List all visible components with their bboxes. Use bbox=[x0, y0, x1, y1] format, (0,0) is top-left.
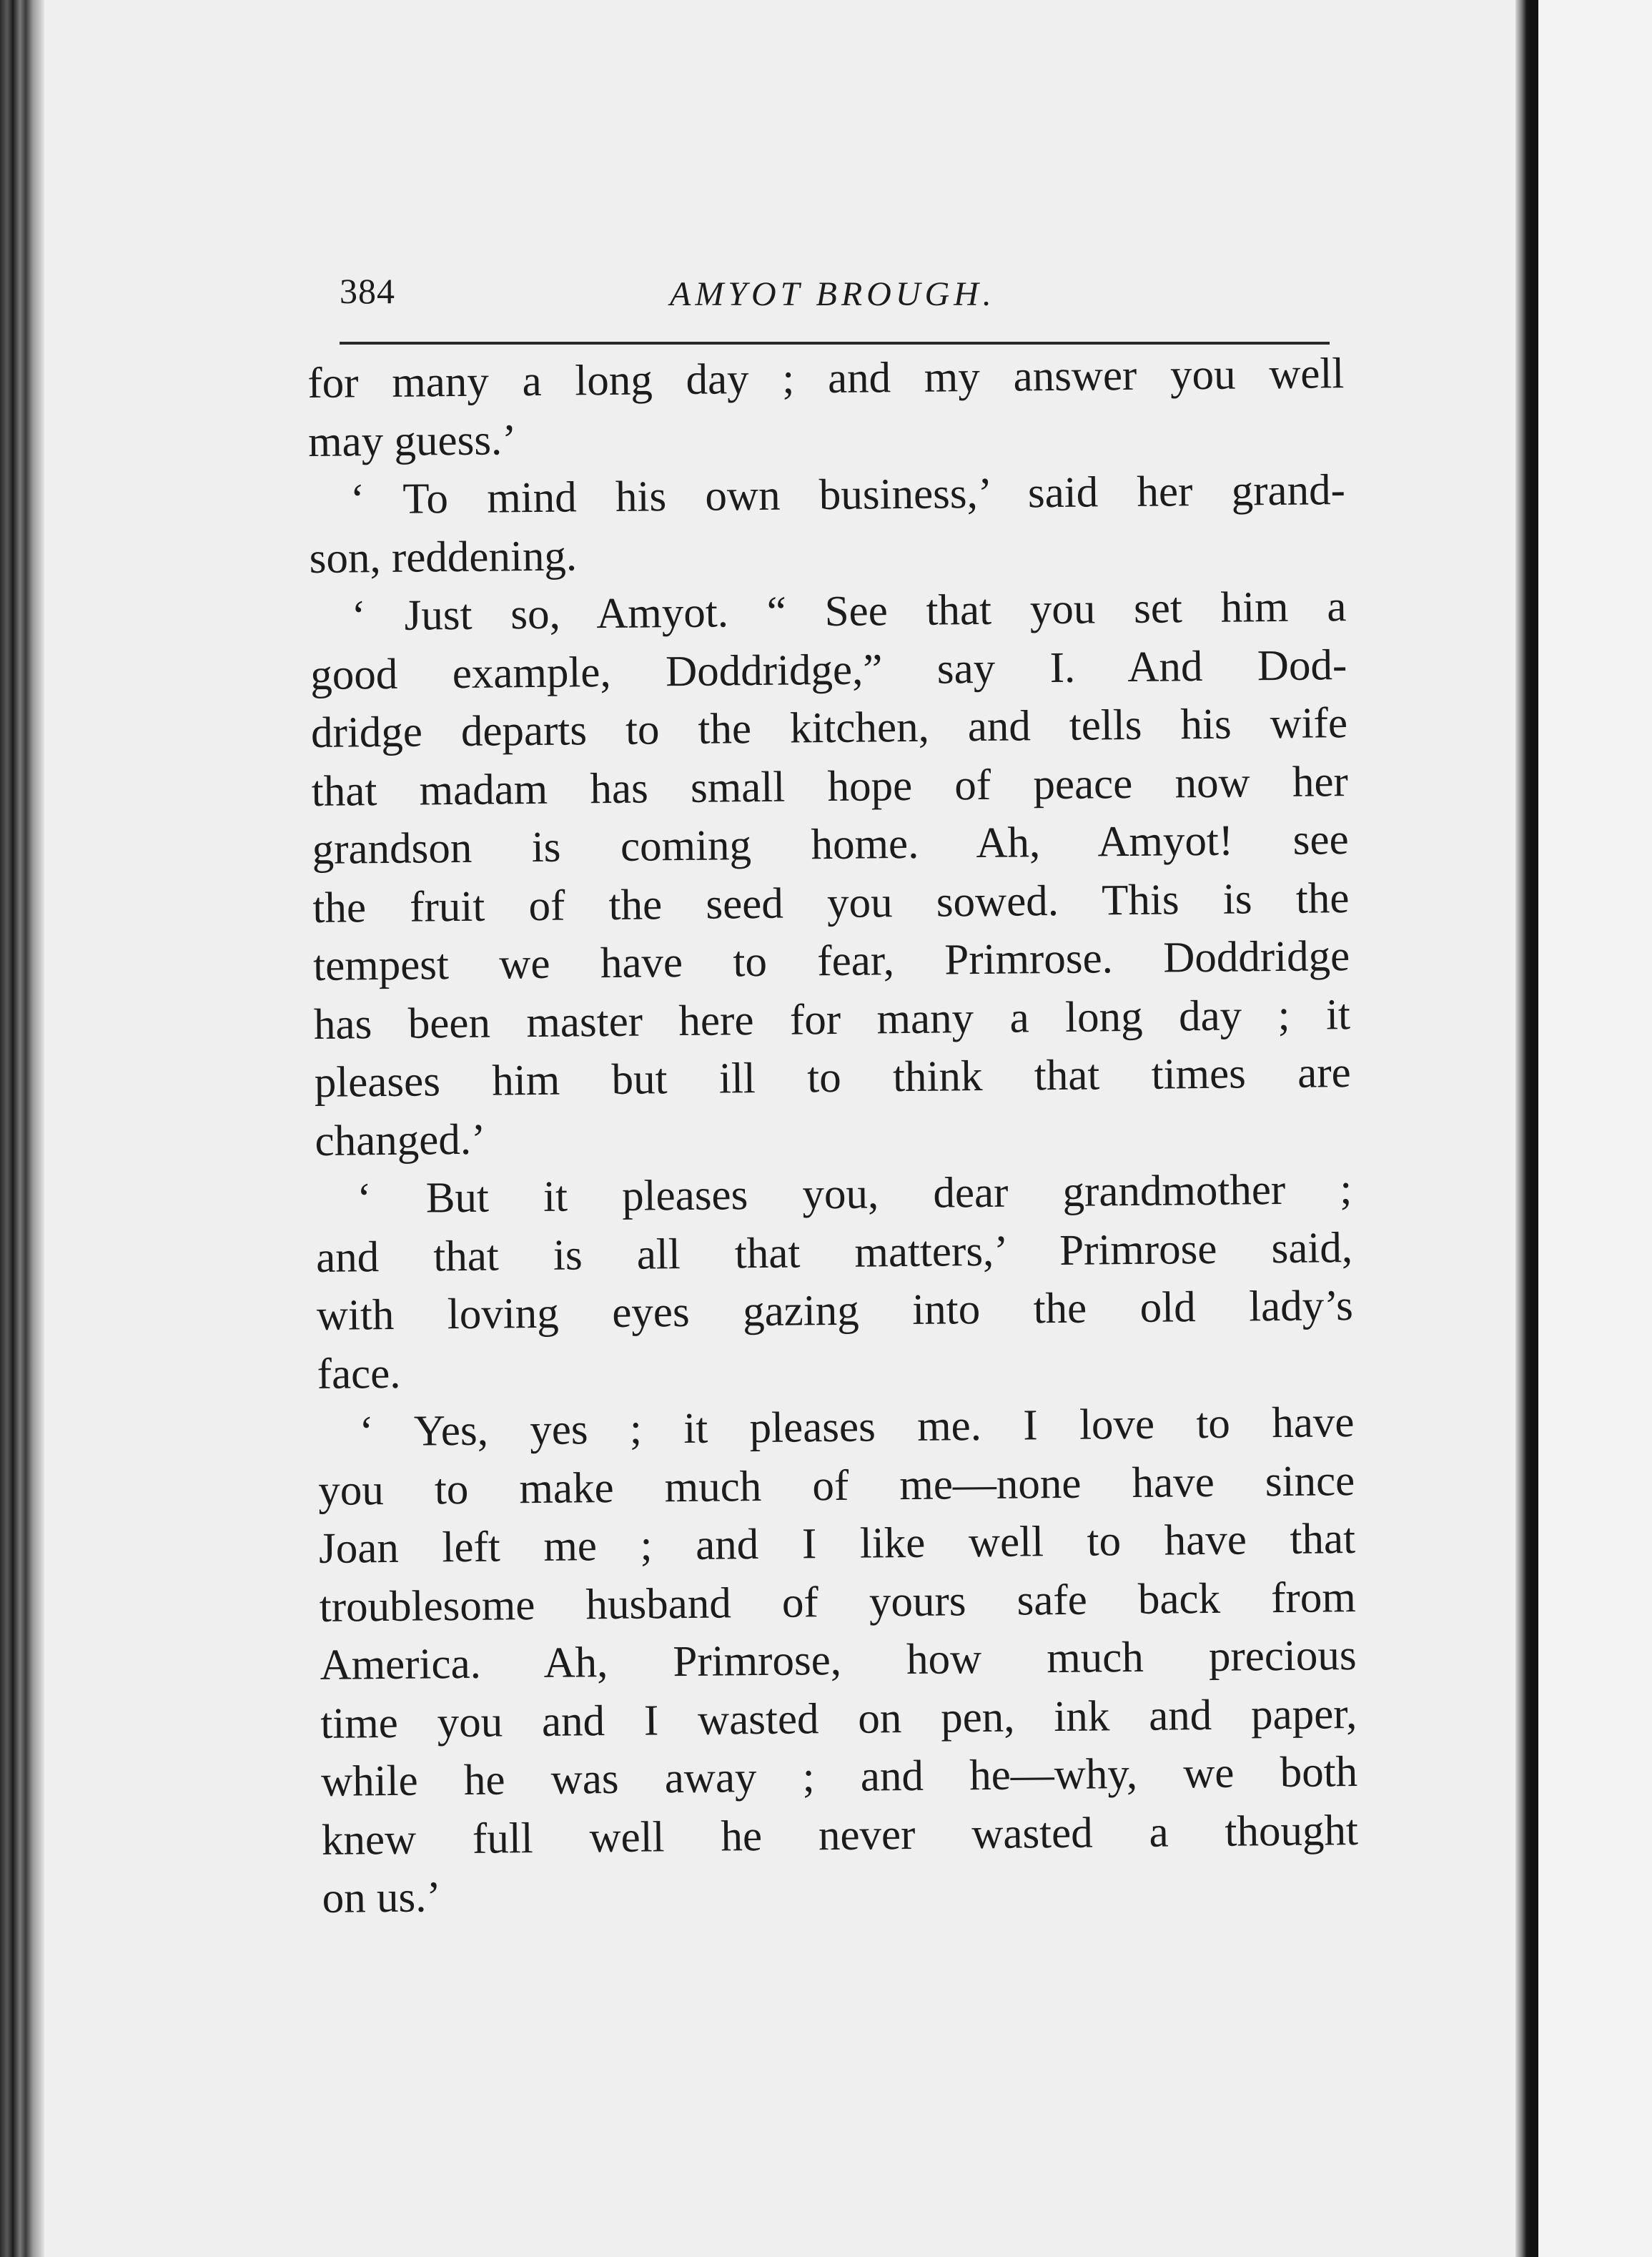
paragraph bbox=[315, 1160, 1354, 1403]
text-line: has been master here for many a long day ; it bbox=[313, 990, 1351, 1049]
text-line: with loving eyes gazing into the old lady’s bbox=[316, 1282, 1354, 1340]
body-text bbox=[307, 345, 1359, 1927]
text-line: tempest we have to fear, Primrose. Doddridge bbox=[312, 932, 1350, 990]
text-line: ‘ Yes, yes ; it pleases me. I love to have bbox=[359, 1398, 1355, 1456]
text-line: ‘ But it pleases you, dear grandmother ; bbox=[357, 1165, 1352, 1223]
text-line: the fruit of the seed you sowed. This is the bbox=[312, 874, 1350, 932]
text-line: knew full well he never wasted a thought bbox=[321, 1806, 1359, 1865]
text-line: son, reddening. bbox=[309, 531, 578, 583]
text-line: ‘ Just so, Amyot. “ See that you set him a bbox=[351, 583, 1347, 641]
paragraph bbox=[309, 461, 1346, 588]
text-line: for many a long day ; and my answer you well bbox=[307, 350, 1345, 408]
text-line: you to make much of me—none have since bbox=[317, 1456, 1355, 1515]
facing-page-edge bbox=[1531, 0, 1538, 2257]
text-line: may guess.’ bbox=[307, 415, 517, 466]
text-line: dridge departs to the kitchen, and tells his wife bbox=[310, 699, 1348, 757]
page-number: 384 bbox=[340, 271, 395, 311]
text-line: ‘ To mind his own business,’ said her grand- bbox=[350, 466, 1346, 524]
text-line: pleases him but ill to think that times are bbox=[314, 1049, 1352, 1107]
paragraph bbox=[307, 345, 1345, 471]
text-line: that madam has small hope of peace now her bbox=[311, 757, 1349, 816]
page-header bbox=[340, 270, 1340, 335]
text-line: time you and I wasted on pen, ink and paper, bbox=[320, 1689, 1357, 1748]
paragraph bbox=[317, 1393, 1359, 1927]
book-binding-edge bbox=[0, 0, 44, 2257]
text-line: grandson is coming home. Ah, Amyot! see bbox=[312, 816, 1349, 874]
text-line: America. Ah, Primrose, how much precious bbox=[320, 1631, 1357, 1689]
text-line: face. bbox=[317, 1349, 401, 1398]
text-line: good example, Doddridge,” say I. And Dod- bbox=[310, 641, 1347, 699]
text-line: troublesome husband of yours safe back from bbox=[319, 1573, 1357, 1631]
text-line: and that is all that matters,’ Primrose said, bbox=[315, 1223, 1353, 1282]
running-title: AMYOT BROUGH. bbox=[670, 275, 996, 313]
text-line: on us.’ bbox=[322, 1873, 442, 1922]
text-line: Joan left me ; and I like well to have that bbox=[318, 1515, 1356, 1573]
text-line: changed.’ bbox=[315, 1115, 486, 1165]
page-edge-shadow bbox=[1515, 0, 1531, 2257]
facing-page-strip bbox=[1531, 0, 1652, 2257]
paragraph bbox=[310, 578, 1352, 1170]
text-line: while he was away ; and he—why, we both bbox=[320, 1747, 1358, 1806]
header-rule bbox=[340, 342, 1330, 345]
